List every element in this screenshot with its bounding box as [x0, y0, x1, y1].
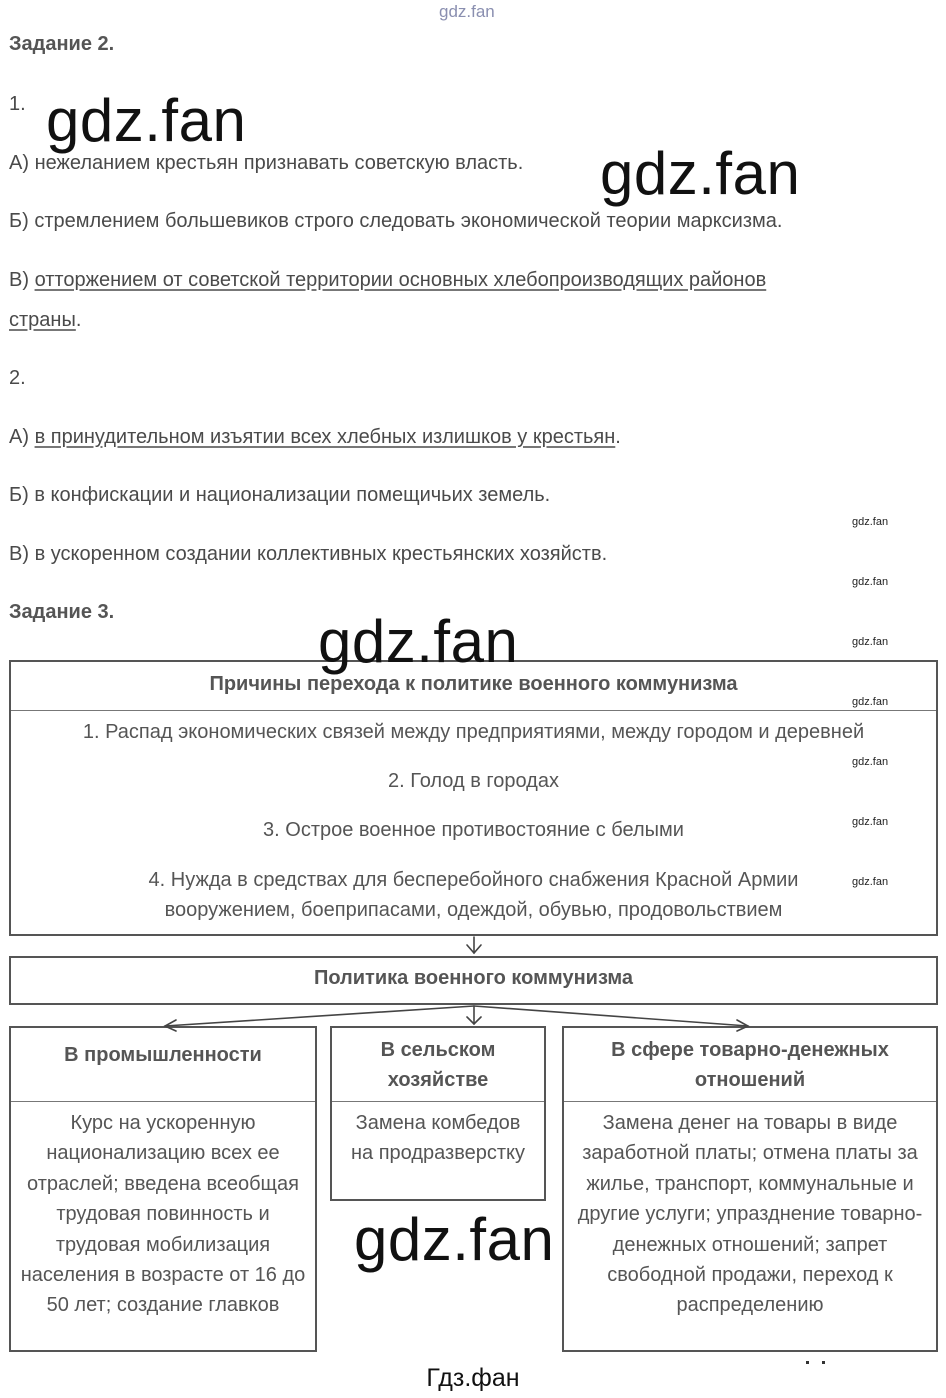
- cause-item: 3. Острое военное противостояние с белыми: [263, 819, 684, 841]
- option-text: стремлением большевиков строго следовать экономической теории марксизма.: [34, 210, 783, 232]
- branch-title: В сфере товарно-денежных отношений: [611, 1039, 889, 1091]
- policy-title: Политика военного коммунизма: [313, 967, 634, 989]
- option-tail: .: [615, 426, 621, 448]
- watermark-big: gdz.fan: [600, 140, 801, 207]
- watermark-top: gdz.fan: [439, 2, 495, 21]
- option-text: в конфискации и национализации помещичьих земель.: [34, 484, 551, 506]
- branch-title: В сельском хозяйстве: [380, 1039, 496, 1091]
- cause-item: 1. Распад экономических связей между предприятиями, между городом и деревней: [82, 721, 865, 743]
- watermark-small: gdz.fan: [852, 516, 889, 528]
- option-letter: В): [9, 543, 29, 565]
- option-tail: .: [75, 309, 82, 331]
- option-text-correct: страны: [9, 309, 76, 331]
- q2-number: 2.: [9, 367, 26, 389]
- branch-text: Курс на ускоренную национализацию всех ее отраслей; введена всеобщая трудовая повинность и трудовая мобилизация населения в возрасте от 16 до 50 лет; создание главков: [20, 1112, 306, 1317]
- watermark-small: gdz.fan: [852, 816, 889, 828]
- footer-watermark: Гдз.фан: [426, 1364, 520, 1392]
- watermark-big: gdz.fan: [354, 1206, 555, 1273]
- option-letter: А): [9, 426, 29, 448]
- option-text: нежеланием крестьян признавать советскую власть.: [34, 152, 524, 174]
- option-text: в ускоренном создании коллективных крестьянских хозяйств.: [34, 543, 608, 565]
- branch-title: В промышленности: [64, 1044, 262, 1066]
- arrow-left-icon: [165, 1006, 474, 1031]
- cause-item-continued: вооружением, боеприпасами, одеждой, обувью, продовольствием: [164, 899, 783, 921]
- q1-number: 1.: [9, 93, 26, 115]
- arrow-down-icon: [467, 937, 481, 953]
- watermark-small: gdz.fan: [852, 876, 889, 888]
- option-text-correct: в принудительном изъятии всех хлебных излишков у крестьян: [34, 426, 616, 448]
- arrow-right-icon: [474, 1006, 748, 1031]
- watermark-big: gdz.fan: [46, 87, 247, 154]
- branch-text: Замена денег на товары в виде заработной платы; отмена платы за жилье, транспорт, коммунальные и другие услуги; упразднение товарно-денежных отношений; запрет свободной продажи, переход к распределению: [577, 1112, 923, 1317]
- option-letter: В): [9, 269, 29, 291]
- watermark-big: gdz.fan: [318, 608, 519, 675]
- watermark-small: gdz.fan: [852, 576, 889, 588]
- watermark-small: gdz.fan: [852, 696, 889, 708]
- option-text-correct: отторжением от советской территории основных хлебопроизводящих районов: [34, 269, 767, 291]
- cause-item: 4. Нужда в средствах для бесперебойного снабжения Красной Армии: [148, 869, 799, 891]
- option-letter: Б): [9, 210, 29, 232]
- task2-title: Задание 2.: [9, 33, 115, 55]
- cause-item: 2. Голод в городах: [388, 770, 559, 792]
- arrow-center-icon: [467, 1006, 481, 1024]
- watermark-small: gdz.fan: [852, 636, 889, 648]
- causes-title: Причины перехода к политике военного коммунизма: [209, 673, 738, 695]
- task3-title: Задание 3.: [9, 601, 115, 623]
- option-letter: А): [9, 152, 29, 174]
- option-letter: Б): [9, 484, 29, 506]
- branch-text: Замена комбедов на продразверстку: [350, 1112, 525, 1165]
- watermark-small: gdz.fan: [852, 756, 889, 768]
